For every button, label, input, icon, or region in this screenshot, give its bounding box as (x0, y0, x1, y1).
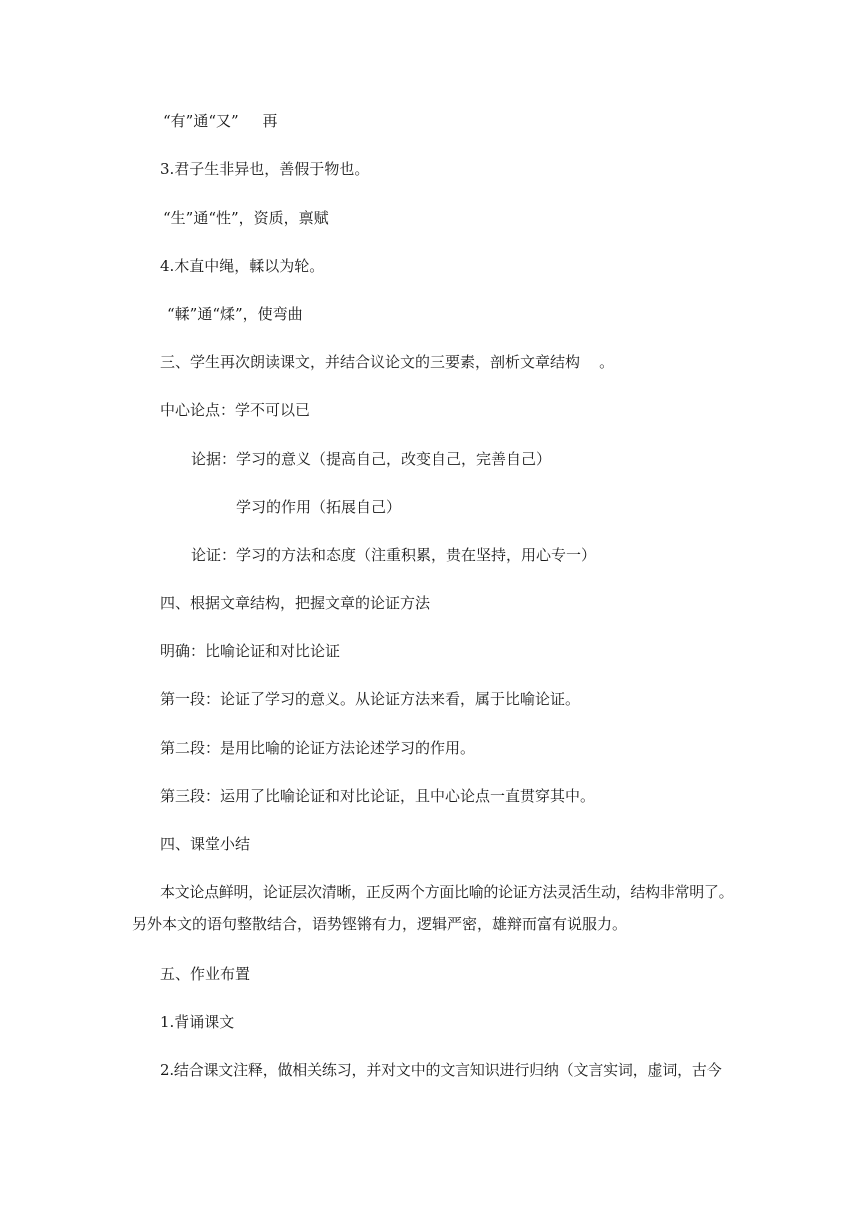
evidence-line-1: 论据：学习的意义（提高自己，改变自己，完善自己） (191, 450, 552, 468)
section-4-heading: 四、根据文章结构，把握文章的论证方法 (160, 594, 431, 612)
note-rou-tong-rou: “輮”通“煣”，使弯曲 (167, 305, 303, 323)
summary-paragraph-line-1: 本文论点鲜明，论证层次清晰，正反两个方面比喻的论证方法灵活生动，结构非常明了。 (160, 883, 734, 901)
homework-item-1: 1.背诵课文 (160, 1013, 235, 1031)
homework-item-2: 2.结合课文注释，做相关练习，并对文中的文言知识进行归纳（文言实词，虚词，古今 (160, 1061, 722, 1079)
sentence-3: 3.君子生非异也，善假于物也。 (160, 160, 370, 178)
summary-paragraph-line-2: 另外本文的语句整散结合，语势铿锵有力，逻辑严密，雄辩而富有说服力。 (132, 915, 628, 933)
paragraph-2-analysis: 第二段：是用比喻的论证方法论述学习的作用。 (160, 739, 476, 757)
argumentation-line: 论证：学习的方法和态度（注重积累，贵在坚持，用心专一） (191, 546, 597, 564)
note-you-tong-you: “有”通“又” 再 (163, 112, 278, 130)
section-5-heading: 五、作业布置 (160, 965, 251, 983)
central-argument: 中心论点：学不可以已 (160, 401, 311, 419)
paragraph-1-analysis: 第一段：论证了学习的意义。从论证方法来看，属于比喻论证。 (160, 690, 581, 708)
section-summary-heading: 四、课堂小结 (160, 835, 251, 853)
evidence-line-2: 学习的作用（拓展自己） (236, 498, 402, 516)
sentence-4: 4.木直中绳，輮以为轮。 (160, 257, 325, 275)
section-3-heading: 三、学生再次朗读课文，并结合议论文的三要素，剖析文章结构 。 (160, 353, 615, 371)
note-sheng-tong-xing: “生”通“性”，资质，禀赋 (163, 209, 329, 227)
clarify-line: 明确：比喻论证和对比论证 (160, 642, 341, 660)
paragraph-3-analysis: 第三段：运用了比喻论证和对比论证，且中心论点一直贯穿其中。 (160, 787, 596, 805)
